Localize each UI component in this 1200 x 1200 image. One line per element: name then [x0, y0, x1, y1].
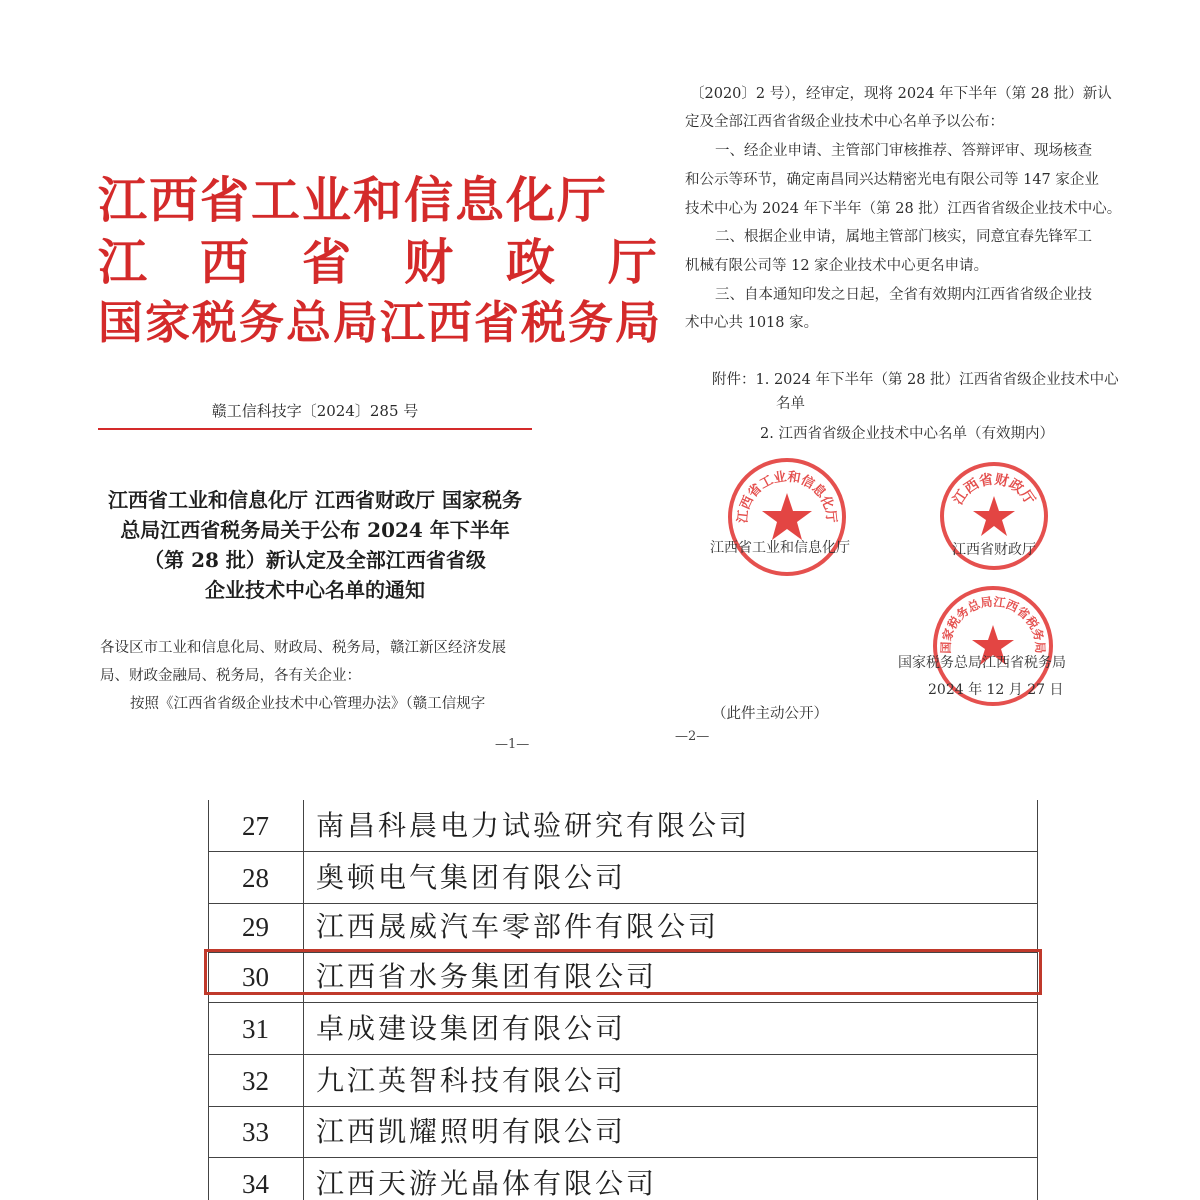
- page-number-1: —1—: [495, 737, 530, 752]
- row-number: 30: [242, 962, 269, 992]
- row-number: 27: [242, 811, 269, 841]
- svg-text:国家税务总局江西省税务局: 国家税务总局江西省税务局: [938, 594, 1048, 654]
- addressee-line-1: 各设区市工业和信息化局、财政局、税务局，赣江新区经济发展: [100, 640, 506, 656]
- header-line-3: 国家税务总局江西省税务局: [98, 296, 663, 349]
- attachment-line-1: 附件：1. 2024 年下半年（第 28 批）江西省省级企业技术中心: [712, 372, 1119, 388]
- public-note: （此件主动公开）: [712, 706, 828, 722]
- seal-mitit-stamp: [725, 455, 849, 579]
- company-name: 江西天游光晶体有限公司: [316, 1167, 658, 1200]
- company-name: 江西省水务集团有限公司: [316, 960, 658, 993]
- row-number: 31: [242, 1014, 269, 1044]
- table-row: [208, 852, 1038, 904]
- table-row: [208, 901, 1038, 953]
- signer-3: 国家税务总局江西省税务局: [898, 655, 1066, 671]
- row-number: 33: [242, 1117, 269, 1147]
- signer-1: 江西省工业和信息化厅: [710, 540, 850, 556]
- red-divider: [98, 428, 532, 430]
- attachment-line-2: 2. 江西省省级企业技术中心名单（有效期内）: [760, 426, 1054, 442]
- row-number: 34: [242, 1169, 269, 1199]
- highlight-box: [204, 949, 1042, 995]
- right-para-line-7: 机械有限公司等 12 家企业技术中心更名申请。: [685, 258, 989, 274]
- right-para-line-1: 〔2020〕2 号），经审定，现将 2024 年下半年（第 28 批）新认: [690, 86, 1112, 102]
- right-para-line-9: 术中心共 1018 家。: [685, 315, 819, 331]
- issue-date: 2024 年 12 月 27 日: [928, 682, 1064, 698]
- table-row: [208, 1158, 1038, 1200]
- row-number: 32: [242, 1066, 269, 1096]
- right-para-line-6: 二、根据企业申请，属地主管部门核实，同意宜春先锋军工: [715, 229, 1092, 245]
- company-name: 南昌科晨电力试验研究有限公司: [316, 809, 751, 842]
- notice-title-line-3: （第 28 批）新认定及全部江西省省级: [144, 548, 486, 572]
- page-number-2: —2—: [675, 729, 710, 744]
- right-para-line-8: 三、自本通知印发之日起，全省有效期内江西省省级企业技: [715, 287, 1092, 303]
- table-row: [208, 800, 1038, 852]
- row-number: 28: [242, 863, 269, 893]
- notice-title-line-1: 江西省工业和信息化厅 江西省财政厅 国家税务: [108, 488, 522, 512]
- document-number: 赣工信科技字〔2024〕285 号: [211, 402, 419, 420]
- company-name: 九江英智科技有限公司: [316, 1064, 627, 1097]
- notice-title-line-4: 企业技术中心名单的通知: [205, 578, 425, 602]
- company-name: 江西凯耀照明有限公司: [316, 1115, 627, 1148]
- svg-text:江西省财政厅: 江西省财政厅: [950, 471, 1038, 508]
- notice-title-line-2: 总局江西省税务局关于公布 2024 年下半年: [120, 518, 510, 542]
- header-line-1: 江西省工业和信息化厅: [98, 171, 609, 229]
- company-name: 奥顿电气集团有限公司: [316, 861, 627, 894]
- table-row: [208, 1055, 1038, 1107]
- right-para-line-2: 定及全部江西省省级企业技术中心名单予以公布：: [685, 114, 1004, 130]
- company-table: [208, 800, 1038, 1200]
- company-name: 卓成建设集团有限公司: [316, 1012, 627, 1045]
- body-line: 按照《江西省省级企业技术中心管理办法》（赣工信规字: [130, 696, 486, 712]
- header-line-2: 江 西 省 财 政 厅: [98, 233, 660, 291]
- right-para-line-4: 和公示等环节，确定南昌同兴达精密光电有限公司等 147 家企业: [685, 172, 1099, 188]
- table-row: [208, 1106, 1038, 1158]
- row-number: 29: [242, 912, 269, 942]
- right-para-line-3: 一、经企业申请、主管部门审核推荐、答辩评审、现场核查: [715, 143, 1092, 159]
- signer-2: 江西省财政厅: [952, 542, 1036, 558]
- right-para-line-5: 技术中心为 2024 年下半年（第 28 批）江西省省级企业技术中心。: [685, 201, 1122, 217]
- table-row: [208, 1003, 1038, 1055]
- addressee-line-2: 局、财政金融局、税务局，各有关企业：: [100, 668, 361, 684]
- svg-text:江西省工业和信息化厅: 江西省工业和信息化厅: [735, 469, 839, 524]
- company-name: 江西晟威汽车零部件有限公司: [316, 910, 720, 943]
- attachment-line-1-cont: 名单: [776, 396, 805, 412]
